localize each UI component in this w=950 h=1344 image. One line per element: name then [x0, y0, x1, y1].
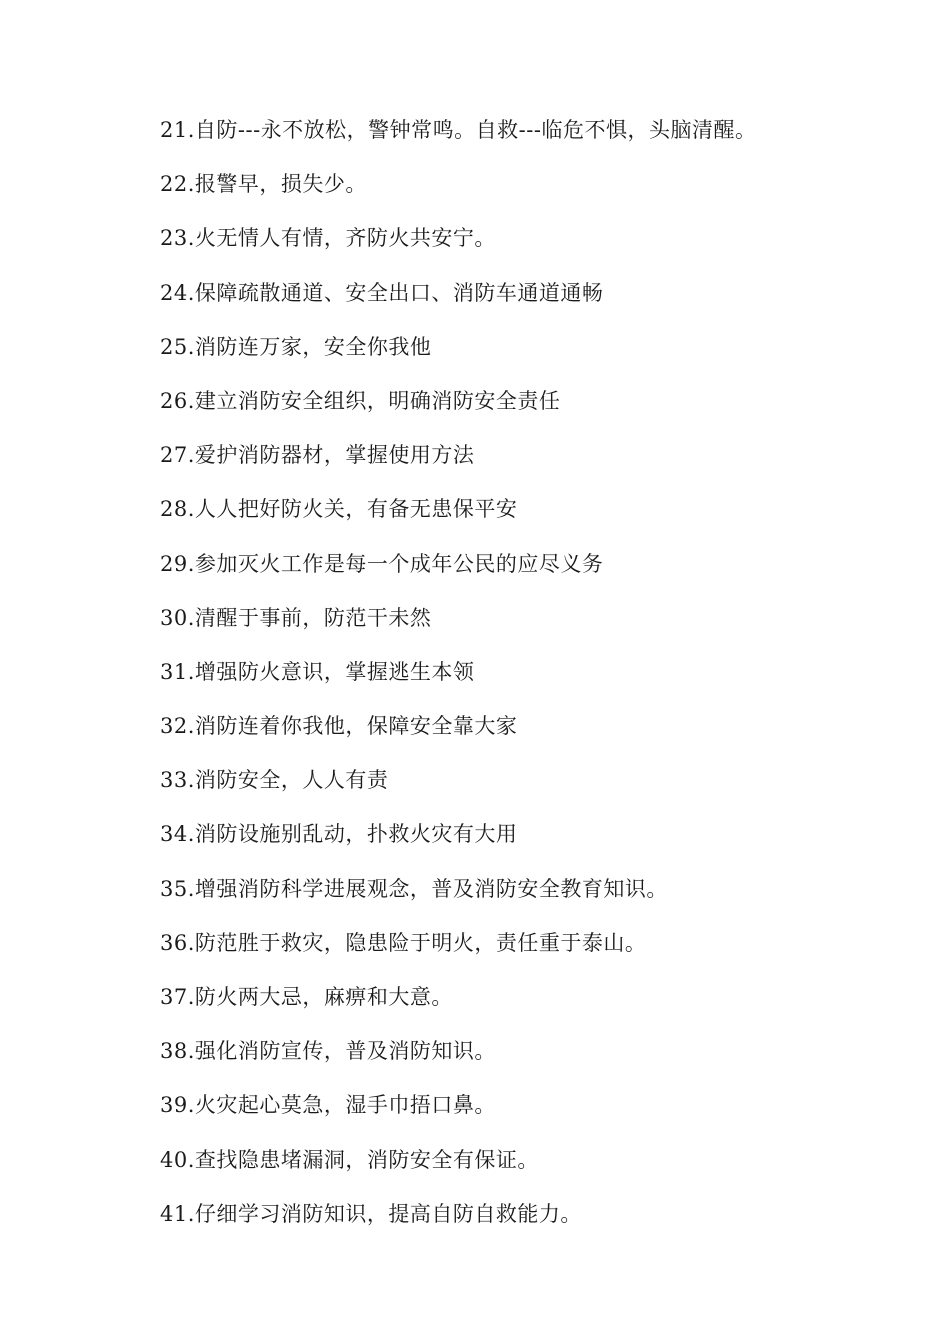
slogan-line: 35.增强消防科学进展观念，普及消防安全教育知识。 — [160, 876, 668, 901]
slogan-line: 28.人人把好防火关，有备无患保平安 — [160, 497, 518, 522]
slogan-line: 32.消防连着你我他，保障安全靠大家 — [160, 714, 518, 739]
slogan-line: 24.保障疏散通道、安全出口、消防车通道通畅 — [160, 280, 604, 305]
slogan-line: 36.防范胜于救灾，隐患险于明火，责任重于泰山。 — [160, 930, 647, 955]
slogan-line: 34.消防设施别乱动，扑救火灾有大用 — [160, 822, 518, 847]
slogan-line: 22.报警早，损失少。 — [160, 172, 367, 197]
slogan-line: 30.清醒于事前，防范干未然 — [160, 605, 432, 630]
slogan-line: 37.防火两大忌，麻痹和大意。 — [160, 985, 453, 1009]
slogan-line: 23.火无情人有情，齐防火共安宁。 — [160, 226, 496, 251]
slogan-line: 25.消防连万家，安全你我他 — [160, 334, 432, 359]
slogan-line: 38.强化消防宣传，普及消防知识。 — [160, 1039, 496, 1064]
slogan-line: 21.自防---永不放松，警钟常鸣。自救---临危不惧，头脑清醒。 — [160, 118, 757, 142]
slogan-line: 33.消防安全，人人有责 — [160, 768, 389, 793]
slogan-line: 27.爱护消防器材，掌握使用方法 — [160, 443, 475, 468]
slogan-line: 31.增强防火意识，掌握逃生本领 — [160, 659, 475, 684]
slogan-line: 40.查找隐患堵漏洞，消防安全有保证。 — [160, 1147, 539, 1172]
slogan-line: 29.参加灭火工作是每一个成年公民的应尽义务 — [160, 551, 604, 576]
slogan-line: 26.建立消防安全组织，明确消防安全责任 — [160, 388, 561, 413]
slogan-line: 41.仔细学习消防知识，提高自防自救能力。 — [160, 1201, 582, 1226]
slogan-line: 39.火灾起心莫急，湿手巾捂口鼻。 — [160, 1093, 496, 1118]
slogan-list — [160, 112, 880, 1250]
